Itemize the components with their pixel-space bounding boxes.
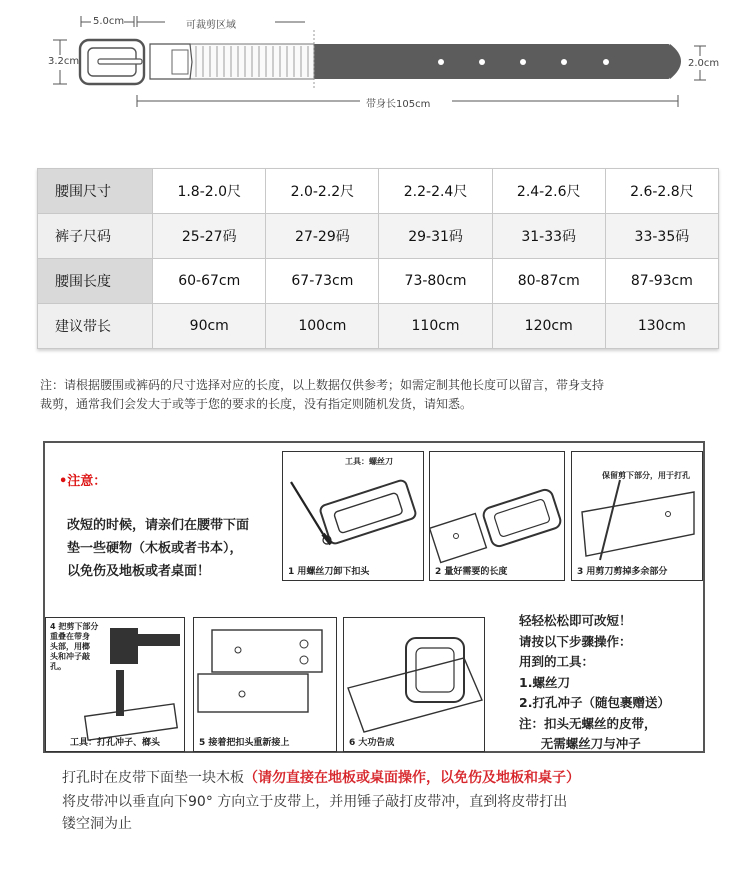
bottom-line-2: 将皮带冲以垂直向下90° 方向立于皮带上，并用锤子敲打皮带冲，直到将皮带打出 (62, 794, 568, 810)
row-header: 腰围尺寸 (38, 169, 153, 214)
step-4-line: 重叠在带身 (50, 632, 90, 641)
table-cell: 90cm (153, 304, 266, 349)
size-table (37, 168, 719, 349)
measure-length-icon (430, 452, 565, 581)
instruction-line: 注：扣头无螺丝的皮带， (519, 715, 657, 731)
bottom-warning: （请勿直接在地板或桌面操作，以免伤及地板和桌子） (244, 770, 580, 786)
reattach-buckle-icon (194, 618, 337, 752)
table-cell: 130cm (605, 304, 718, 349)
step-1-tool: 工具：螺丝刀 (345, 457, 393, 466)
step-4-line: 4 把剪下部分 (50, 622, 99, 631)
body-length-label: 带身长105cm (366, 99, 431, 110)
row-header: 建议带长 (38, 304, 153, 349)
table-cell: 73-80cm (379, 259, 492, 304)
table-cell: 100cm (266, 304, 379, 349)
table-row (38, 304, 719, 349)
warning-title: •注意： (59, 474, 107, 489)
table-cell: 80-87cm (492, 259, 605, 304)
step-5-box (193, 617, 337, 752)
buckle-width-label: 5.0cm (93, 16, 125, 27)
step-4-line: 头和冲子敲 (50, 652, 90, 661)
step-1-caption: 1 用螺丝刀卸下扣头 (288, 567, 370, 577)
step-1-box (282, 451, 424, 581)
buckle-height-label: 3.2cm (48, 56, 80, 67)
step-3-caption: 3 用剪刀剪掉多余部分 (577, 567, 668, 577)
instruction-line: 请按以下步骤操作： (519, 633, 632, 649)
table-cell: 2.0-2.2尺 (266, 169, 379, 214)
instruction-panel (43, 441, 705, 753)
note-line: 注：请根据腰围或裤码的尺寸选择对应的长度，以上数据仅供参考；如需定制其他长度可以留言，带身支持 (40, 378, 605, 392)
finished-belt-icon (344, 618, 485, 752)
table-row (38, 214, 719, 259)
instruction-line: 1.螺丝刀 (519, 674, 570, 690)
instruction-line: 轻轻松松即可改短！ (519, 613, 632, 628)
tip-width-label: 2.0cm (688, 58, 720, 69)
step-2-caption: 2 量好需要的长度 (435, 567, 508, 577)
table-cell: 31-33码 (492, 214, 605, 259)
table-cell: 120cm (492, 304, 605, 349)
step-6-box (343, 617, 485, 752)
warning-line: 垫一些硬物（木板或者书本）， (67, 541, 243, 556)
row-header: 腰围长度 (38, 259, 153, 304)
bottom-line-3: 镂空洞为止 (62, 816, 132, 832)
step-3-box (571, 451, 703, 581)
table-cell: 67-73cm (266, 259, 379, 304)
table-row (38, 259, 719, 304)
table-row (38, 169, 719, 214)
screwdriver-buckle-icon (283, 452, 424, 581)
instruction-line: 2.打孔冲子（随包裹赠送） (519, 695, 670, 710)
warning-text (67, 514, 249, 583)
row-header: 裤子尺码 (38, 214, 153, 259)
warning-line: 改短的时候，请亲们在腰带下面 (67, 518, 250, 533)
table-cell: 1.8-2.0尺 (153, 169, 266, 214)
instruction-line: 无需螺丝刀与冲子 (519, 736, 641, 751)
step-2-box (429, 451, 565, 581)
step-4-tool: 工具：打孔冲子、榔头 (70, 738, 161, 748)
table-cell: 60-67cm (153, 259, 266, 304)
table-cell: 29-31码 (379, 214, 492, 259)
step-4-text (50, 622, 98, 672)
instructions-right-text (519, 611, 670, 755)
table-cell: 87-93cm (605, 259, 718, 304)
bottom-line-1a: 打孔时在皮带下面垫一块木板 (62, 770, 244, 786)
step-5-caption: 5 接着把扣头重新接上 (199, 738, 290, 748)
step-3-hint: 保留剪下部分，用于打孔 (602, 471, 690, 480)
table-cell: 2.6-2.8尺 (605, 169, 718, 214)
warning-line: 以免伤及地板或者桌面！ (67, 564, 211, 579)
bottom-line-1 (62, 767, 580, 789)
table-cell: 25-27码 (153, 214, 266, 259)
table-cell: 110cm (379, 304, 492, 349)
table-cell: 2.4-2.6尺 (492, 169, 605, 214)
table-cell: 27-29码 (266, 214, 379, 259)
size-note (40, 376, 715, 414)
table-cell: 2.2-2.4尺 (379, 169, 492, 214)
table-cell: 33-35码 (605, 214, 718, 259)
note-line: 裁剪，通常我们会发大于或等于您的要求的长度，没有指定则随机发货，请知悉。 (40, 397, 473, 411)
cut-area-label: 可裁剪区域 (186, 20, 236, 31)
instruction-line: 用到的工具： (519, 654, 595, 669)
step-6-caption: 6 大功告成 (349, 738, 395, 748)
step-4-line: 头部，用榔 (50, 642, 90, 651)
step-4-box (45, 617, 185, 752)
step-4-line: 孔。 (50, 662, 66, 671)
